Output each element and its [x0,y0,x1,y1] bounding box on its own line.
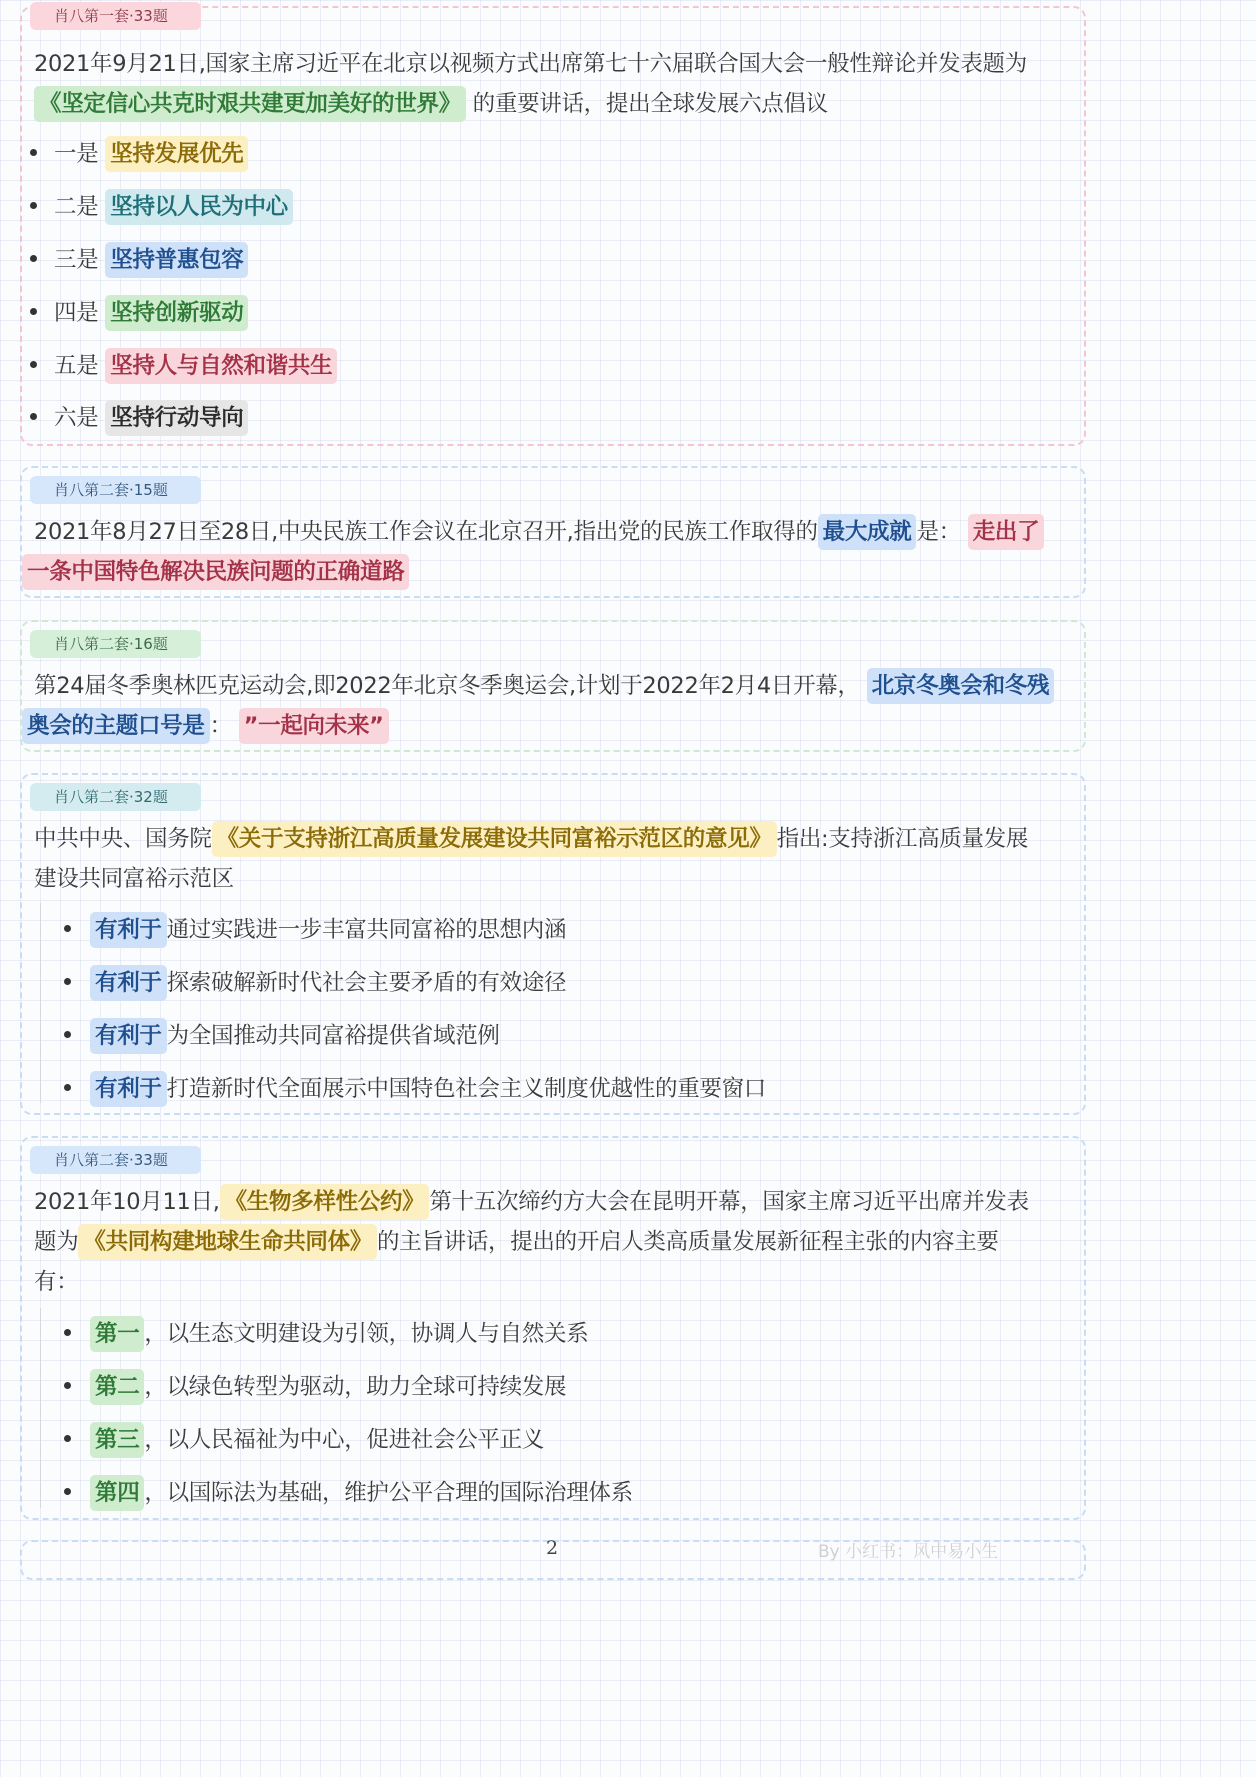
list-item: 有利于 通过实践进一步丰富共同富裕的思想内涵 [90,912,566,948]
question-tag: 肖八第二套·15题 [30,476,201,504]
bullet [30,255,37,262]
question-card-2 [20,466,1086,598]
list-item: 一是 坚持发展优先 [54,136,248,172]
page-number: 2 [546,1537,559,1559]
bullet [30,149,37,156]
list-item: 五是 坚持人与自然和谐共生 [54,348,337,384]
list-rail [40,1308,41,1508]
question-tag: 肖八第二套·33题 [30,1146,201,1174]
question-tag: 肖八第二套·16题 [30,630,201,658]
highlight-document-title: 《关于支持浙江高质量发展建设共同富裕示范区的意见》 [212,821,777,857]
highlight-slogan-label: 奥会的主题口号是 [22,708,210,744]
bullet [64,1031,71,1038]
question-text: 2021年9月21日,国家主席习近平在北京以视频方式出席第七十六届联合国大会一般性辩论并发表题为 《坚定信心共克时艰共建更加美好的世界》 的重要讲话，提出全球发展六点倡议 [34,44,1066,124]
bullet [64,1329,71,1336]
question-text: 第24届冬季奥林匹克运动会,即2022年北京冬季奥运会,计划于2022年2月4日开幕， 北京冬奥会和冬残 奥会的主题口号是 ： ”一起向未来” [34,666,1066,746]
list-item: 三是 坚持普惠包容 [54,242,248,278]
bullet [64,1382,71,1389]
highlight-convention: 《生物多样性公约》 [220,1184,430,1220]
bullet [30,202,37,209]
question-tag: 肖八第一套·33题 [30,2,201,30]
bullet [30,308,37,315]
list-item: 第二 ，以绿色转型为驱动，助力全球可持续发展 [90,1369,566,1405]
list-item: 有利于 探索破解新时代社会主要矛盾的有效途径 [90,965,566,1001]
highlight-answer: 一条中国特色解决民族问题的正确道路 [22,554,409,590]
watermark: By 小红书：风中易小生 [818,1542,999,1562]
highlight-slogan-label: 北京冬奥会和冬残 [867,668,1055,704]
question-card-5 [20,1136,1086,1520]
highlight-slogan: ”一起向未来” [239,708,389,744]
list-item: 有利于 打造新时代全面展示中国特色社会主义制度优越性的重要窗口 [90,1071,766,1107]
bullet [30,361,37,368]
list-item: 六是 坚持行动导向 [54,400,248,436]
question-text: 中共中央、国务院 《关于支持浙江高质量发展建设共同富裕示范区的意见》 指出:支持浙江高质量发展 建设共同富裕示范区 [34,819,1066,899]
list-item: 第一 ，以生态文明建设为引领，协调人与自然关系 [90,1316,588,1352]
list-item: 第四 ，以国际法为基础，维护公平合理的国际治理体系 [90,1475,633,1511]
question-card-3 [20,620,1086,752]
highlight-speech-title: 《共同构建地球生命共同体》 [78,1224,377,1260]
question-card-4 [20,773,1086,1115]
bullet [30,413,37,420]
question-card-1 [20,6,1086,446]
question-text: 2021年10月11日, 《生物多样性公约》 第十五次缔约方大会在昆明开幕，国家主席习近平出席并发表 题为 《共同构建地球生命共同体》 的主旨讲话，提出的开启人类高质量发展新征程主张的内容主要 有： [34,1182,1066,1302]
question-text: 2021年8月27日至28日,中央民族工作会议在北京召开,指出党的民族工作取得的 最大成就 是： 走出了 一条中国特色解决民族问题的正确道路 [34,512,1066,592]
bullet [64,1435,71,1442]
list-item: 第三 ，以人民福祉为中心，促进社会公平正义 [90,1422,544,1458]
highlight-speech-title: 《坚定信心共克时艰共建更加美好的世界》 [34,86,466,122]
list-item: 二是 坚持以人民为中心 [54,189,293,225]
list-item: 四是 坚持创新驱动 [54,295,248,331]
question-tag: 肖八第二套·32题 [30,783,201,811]
highlight-answer: 走出了 [968,514,1045,550]
list-rail [40,903,41,1103]
list-item: 有利于 为全国推动共同富裕提供省域范例 [90,1018,500,1054]
highlight-achievement: 最大成就 [818,514,917,550]
bullet [64,925,71,932]
bullet [64,1084,71,1091]
bullet [64,978,71,985]
bullet [64,1488,71,1495]
